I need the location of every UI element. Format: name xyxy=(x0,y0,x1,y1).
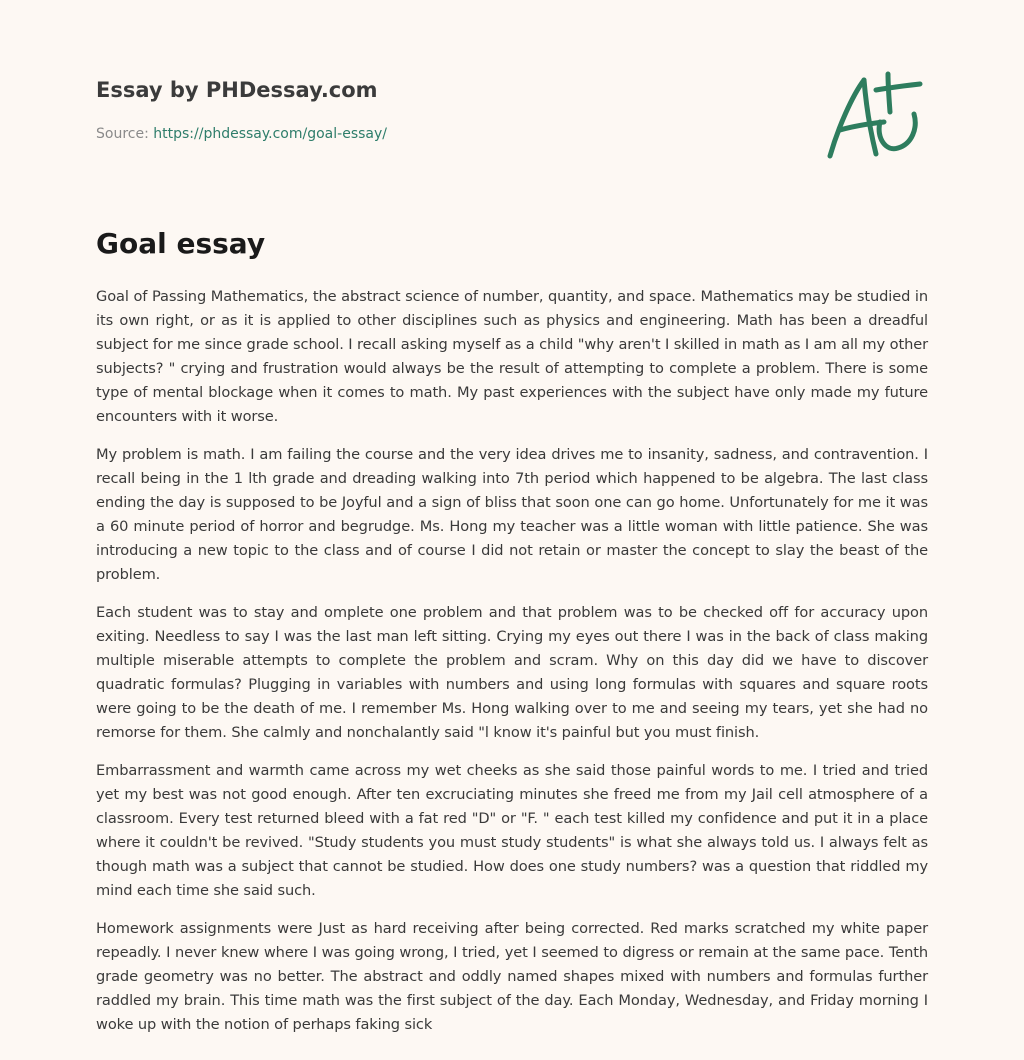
source-link[interactable]: https://phdessay.com/goal-essay/ xyxy=(153,126,387,142)
article-title: Goal essay xyxy=(96,227,266,260)
article-paragraph: Goal of Passing Mathematics, the abstract science of number, quantity, and space. Mathematics may be studied in its own right, or as it is applied to other disciplines such as physics and engineering. Math has been a dreadful subject for me since grade school. I recall asking myself as a child "why aren't I skilled in math as I am all my other subjects? " crying and frustration would always be the result of attempting to complete a problem. There is some type of mental blockage when it comes to math. My past experiences with the subject have only made my future encounters with it worse. xyxy=(96,288,928,425)
article-paragraph: Embarrassment and warmth came across my wet cheeks as she said those painful words to me. I tried and tried yet my best was not good enough. After ten excruciating minutes she freed me from my Jail cell atmosphere of a classroom. Every test returned bleed with a fat red "D" or "F. " each test killed my confidence and put it in a place where it couldn't be revived. "Study students you must study students" is what she always told us. I always felt as though math was a subject that cannot be studied. How does one study numbers? was a question that riddled my mind each time she said such. xyxy=(96,762,928,899)
article-paragraph: Homework assignments were Just as hard receiving after being corrected. Red marks scratched my white paper repeadly. I never knew where I was going wrong, I tried, yet I seemed to digress or remain at the same pace. Tenth grade geometry was no better. The abstract and oddly named shapes mixed with numbers and formulas further raddled my brain. This time math was the first subject of the day. Each Monday, Wednesday, and Friday morning I woke up with the notion of perhaps faking sick xyxy=(96,920,928,1033)
site-title: Essay by PHDessay.com xyxy=(96,78,378,102)
source-line xyxy=(96,124,796,144)
article-paragraph: My problem is math. I am failing the course and the very idea drives me to insanity, sadness, and contravention. I recall being in the 1 lth grade and dreading walking into 7th period which happened to be algebra. The last class ending the day is supposed to be Joyful and a sign of bliss that soon one can go home. Unfortunately for me it was a 60 minute period of horror and begrudge. Ms. Hong my teacher was a little woman with little patience. She was introducing a new topic to the class and of course I did not retain or master the concept to slay the beast of the problem. xyxy=(96,446,928,583)
article-paragraph: Each student was to stay and omplete one problem and that problem was to be checked off for accuracy upon exiting. Needless to say I was the last man left sitting. Crying my eyes out there I was in the back of class making multiple miserable attempts to complete the problem and scram. Why on this day did we have to discover quadratic formulas? Plugging in variables with numbers and using long formulas with squares and square roots were going to be the death of me. I remember Ms. Hong walking over to me and seeing my tears, yet she had no remorse for them. She calmly and nonchalantly said "l know it's painful but you must finish. xyxy=(96,604,928,741)
source-label: Source: xyxy=(96,126,149,142)
article-body xyxy=(96,285,928,1051)
page-header xyxy=(96,76,796,144)
a-plus-logo-icon xyxy=(822,68,926,164)
